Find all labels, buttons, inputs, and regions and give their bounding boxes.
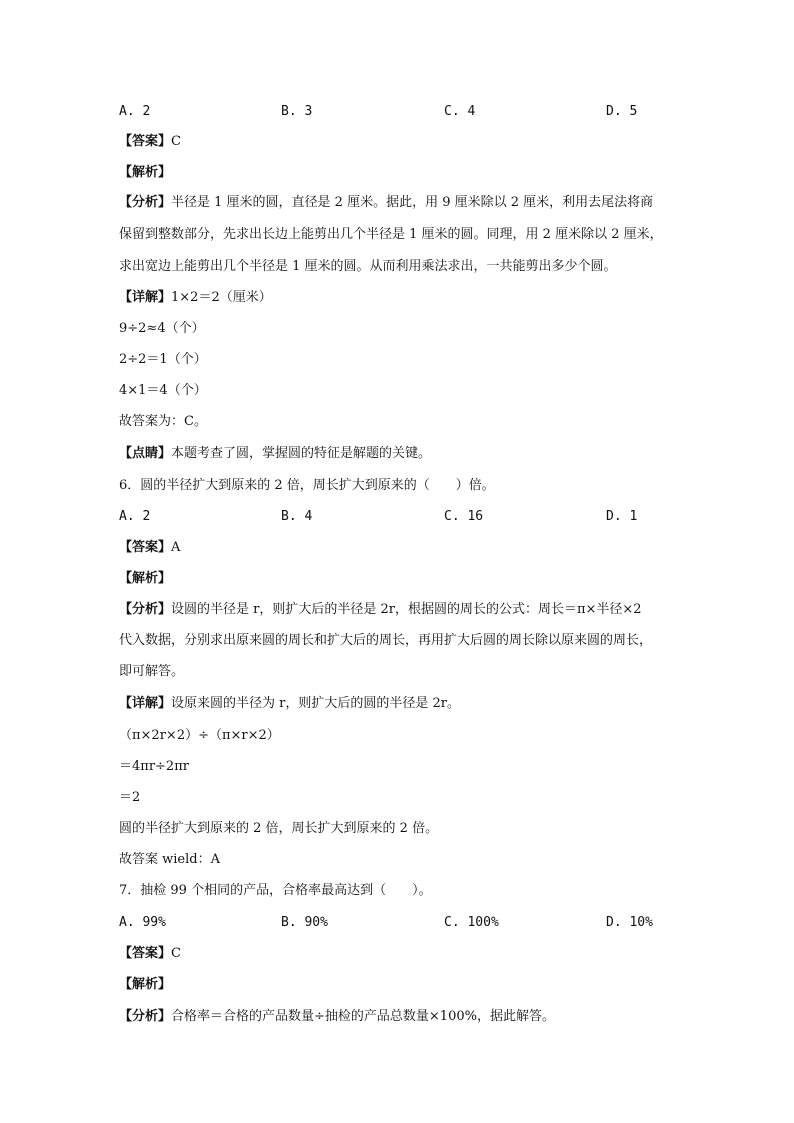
- q5-fenxi-line-1: [119, 193, 689, 213]
- q6-options: [119, 507, 689, 527]
- q6-fenxi-line-1: [119, 600, 689, 620]
- q6-fenxi-text-1: 设圆的半径是 r，则扩大后的半径是 2r，根据圆的周长的公式：周长＝π×半径×2: [171, 602, 642, 617]
- q6-xiangjie-text-1: 设原来圆的半径为 r，则扩大后的圆的半径是 2r。: [171, 696, 460, 711]
- q6-question: 6．圆的半径扩大到原来的 2 倍，周长扩大到原来的（ ）倍。: [119, 478, 495, 493]
- q6-fenxi-line-3: 即可解答。: [119, 664, 185, 679]
- q7-option-c: C. 100%: [444, 915, 499, 930]
- q5-fenxi-line-3: 求出宽边上能剪出几个半径是 1 厘米的圆。从而利用乘法求出，一共能剪出多少个圆。: [119, 259, 617, 274]
- q5-answer-value: C: [171, 134, 181, 149]
- q5-xiangjie-line-3: 2÷2＝1（个）: [119, 352, 207, 367]
- q7-answer-tag: 【答案】: [119, 946, 172, 961]
- q6-xiangjie-line-6: 故答案 wield：A: [119, 852, 220, 867]
- q5-xiangjie-line-4: 4×1＝4（个）: [119, 383, 207, 398]
- q7-answer-value: C: [171, 946, 181, 961]
- q6-jiexi-heading: 【解析】: [119, 571, 172, 586]
- q5-xiangjie-tag: 【详解】: [119, 290, 172, 305]
- q5-options: [119, 102, 689, 122]
- q7-jiexi-heading: 【解析】: [119, 977, 172, 992]
- q6-xiangjie-line-3: ＝4πr÷2πr: [119, 759, 189, 774]
- q6-option-d: D. 1: [606, 509, 638, 524]
- q5-dianjing-text: 本题考查了圆，掌握圆的特征是解题的关键。: [171, 446, 432, 461]
- q6-option-c: C. 16: [444, 509, 484, 524]
- q6-xiangjie-line-4: ＝2: [119, 790, 141, 805]
- q6-answer-value: A: [171, 540, 181, 555]
- q5-option-d: D. 5: [606, 104, 638, 119]
- q7-options: [119, 913, 689, 933]
- q7-question: 7．抽检 99 个相同的产品，合格率最高达到（ ）。: [119, 883, 432, 898]
- q6-answer: [119, 538, 689, 558]
- q5-option-b: B. 3: [281, 104, 313, 119]
- q6-xiangjie-line-5: 圆的半径扩大到原来的 2 倍，周长扩大到原来的 2 倍。: [119, 821, 439, 836]
- q7-fenxi-text: 合格率＝合格的产品数量÷抽检的产品总数量×100%，据此解答。: [171, 1009, 555, 1024]
- q6-xiangjie-line-1: [119, 694, 689, 714]
- q5-answer-tag: 【答案】: [119, 134, 172, 149]
- q5-xiangjie-line-1: [119, 288, 689, 308]
- q7-option-a: A. 99%: [119, 915, 166, 930]
- q5-dianjing-tag: 【点睛】: [119, 446, 172, 461]
- q7-answer: [119, 944, 689, 964]
- q7-fenxi: [119, 1007, 689, 1027]
- q6-fenxi-line-2: 代入数据，分别求出原来圆的周长和扩大后的周长，再用扩大后圆的周长除以原来圆的周长，: [119, 633, 653, 648]
- q5-option-c: C. 4: [444, 104, 476, 119]
- q5-answer: [119, 132, 689, 152]
- q6-answer-tag: 【答案】: [119, 540, 172, 555]
- q5-option-a: A. 2: [119, 104, 151, 119]
- q7-option-d: D. 10%: [606, 915, 653, 930]
- q5-dianjing: [119, 444, 689, 464]
- q6-xiangjie-tag: 【详解】: [119, 696, 172, 711]
- q5-xiangjie-text-1: 1×2＝2（厘米）: [171, 290, 272, 305]
- q7-option-b: B. 90%: [281, 915, 328, 930]
- q6-option-a: A. 2: [119, 509, 151, 524]
- q5-fenxi-text-1: 半径是 1 厘米的圆，直径是 2 厘米。据此，用 9 厘米除以 2 厘米，利用去尾法将商: [171, 195, 654, 210]
- q5-fenxi-line-2: 保留到整数部分，先求出长边上能剪出几个半径是 1 厘米的圆。同理，用 2 厘米除以 2 厘米，: [119, 227, 663, 242]
- q6-fenxi-tag: 【分析】: [119, 602, 172, 617]
- q7-fenxi-tag: 【分析】: [119, 1009, 172, 1024]
- q6-option-b: B. 4: [281, 509, 313, 524]
- q5-xiangjie-line-5: 故答案为：C。: [119, 414, 207, 429]
- q5-jiexi-heading: 【解析】: [119, 165, 172, 180]
- q6-xiangjie-line-2: （π×2r×2）÷（π×r×2）: [119, 728, 280, 743]
- q5-xiangjie-line-2: 9÷2≈4（个）: [119, 321, 205, 336]
- q5-fenxi-tag: 【分析】: [119, 195, 172, 210]
